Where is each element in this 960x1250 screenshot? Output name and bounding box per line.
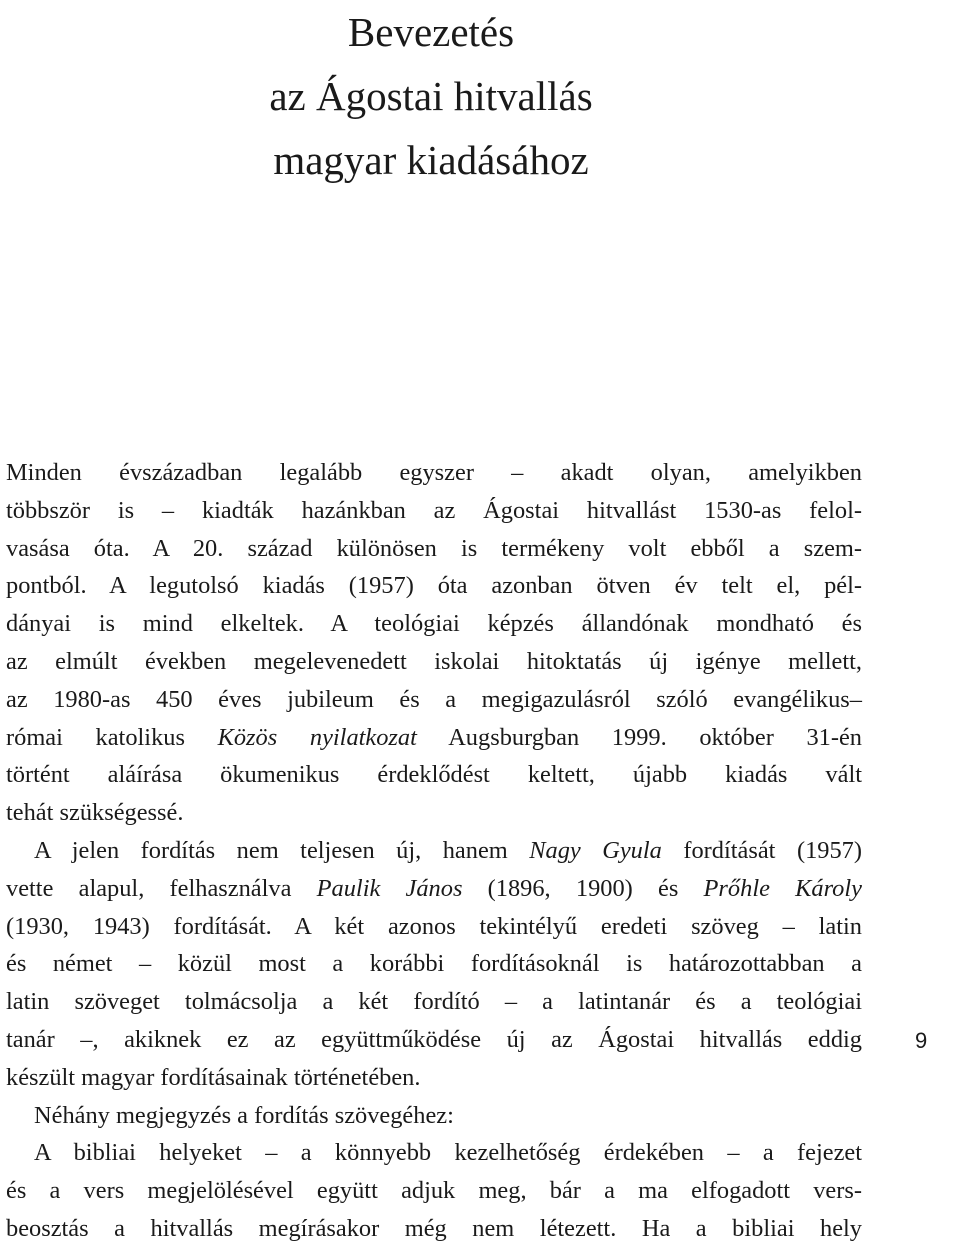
text-segment: római katolikus [6, 723, 218, 751]
paragraph-1 [6, 454, 862, 832]
paragraph-3 [6, 1097, 862, 1135]
text-line: dányai is mind elkeltek. A teológiai képzés állandónak mondható és [6, 610, 862, 638]
text-line: beosztás a hitvallás megírásakor még nem létezett. Ha a bibliai hely [6, 1214, 862, 1242]
text-line: tehát szükségessé. [6, 799, 184, 827]
text-line [6, 719, 862, 757]
title-line-1: Bevezetés [347, 9, 515, 55]
title-line-2: az Ágostai hitvallás [269, 73, 593, 119]
text-line: és a vers megjelölésével együtt adjuk meg, bár a ma elfogadott vers- [6, 1177, 862, 1205]
page-number: 9 [915, 1028, 928, 1053]
text-line: Néhány megjegyzés a fordítás szövegéhez: [34, 1101, 454, 1129]
text-line [6, 832, 862, 870]
text-line: A bibliai helyeket – a könnyebb kezelhetőség érdekében – a fejezet [34, 1139, 862, 1167]
text-line: az elmúlt években megelevenedett iskolai hitoktatás új igénye mellett, [6, 647, 862, 675]
text-segment: A jelen fordítás nem teljesen új, hanem [34, 836, 530, 864]
text-line: vasása óta. A 20. század különösen is termékeny volt ebből a szem- [6, 534, 862, 562]
italic-name: Prőhle Károly [703, 874, 862, 902]
page-title [0, 0, 862, 192]
text-line: latin szöveget tolmácsolja a két fordító – a latintanár és a teológiai [6, 988, 862, 1016]
paragraph-2 [6, 832, 862, 1097]
italic-name: Paulik János [316, 874, 463, 902]
text-segment: (1896, 1900) és [462, 874, 704, 902]
text-line: többször is – kiadták hazánkban az Ágostai hitvallást 1530-as felol- [6, 496, 862, 524]
text-line: és német – közül most a korábbi fordításoknál is határozottabban a [6, 950, 862, 978]
text-line [6, 870, 862, 908]
title-line-3: magyar kiadásához [273, 137, 589, 183]
text-segment: fordítását (1957) [661, 836, 862, 864]
text-line: pontból. A legutolsó kiadás (1957) óta azonban ötven év telt el, pél- [6, 572, 862, 600]
italic-name: Nagy Gyula [529, 836, 662, 864]
text-line: az 1980-as 450 éves jubileum és a megigazulásról szóló evangélikus– [6, 685, 862, 713]
text-line: Minden évszázadban legalább egyszer – akadt olyan, amelyikben [6, 459, 862, 486]
body-text [6, 454, 862, 1248]
text-line: (1930, 1943) fordítását. A két azonos tekintélyű eredeti szöveg – latin [6, 912, 862, 940]
italic-title: Közös nyilatkozat [217, 723, 417, 751]
text-line: történt aláírása ökumenikus érdeklődést keltett, újabb kiadás vált [6, 761, 862, 789]
text-segment: Augsburgban 1999. október 31-én [416, 723, 862, 751]
text-segment: vette alapul, felhasználva [6, 874, 317, 902]
text-line: tanár –, akiknek ez az együttműködése új az Ágostai hitvallás eddig [6, 1025, 862, 1053]
paragraph-4 [6, 1134, 862, 1247]
text-line: készült magyar fordításainak történetében. [6, 1063, 421, 1091]
